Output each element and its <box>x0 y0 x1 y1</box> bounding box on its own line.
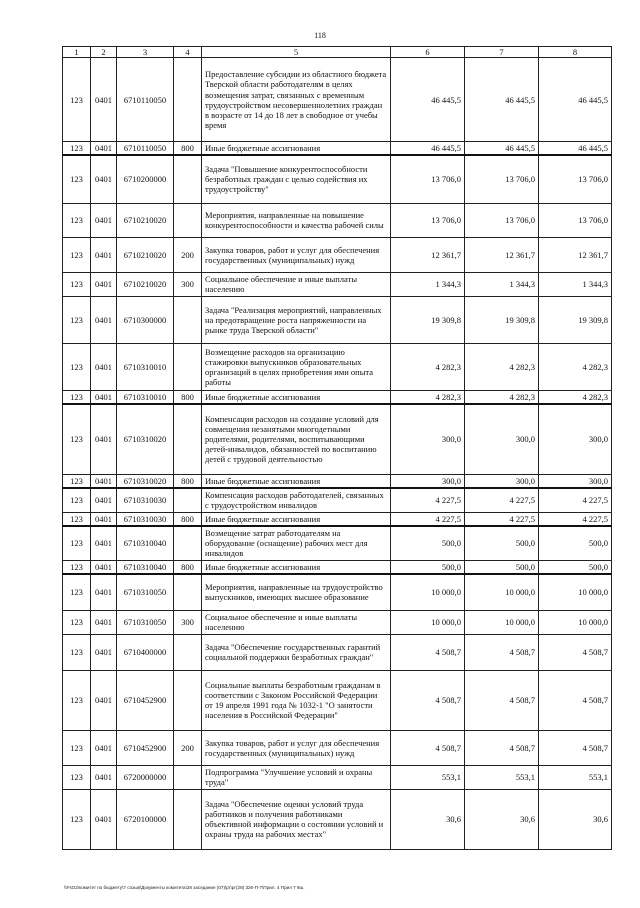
ministry-code-cell: 123 <box>63 142 91 156</box>
description-cell: Мероприятия, направленные на повышение конкурентоспособности и качества рабочей силы <box>202 203 391 237</box>
amount-year2-cell: 500,0 <box>465 526 539 561</box>
amount-year2-cell: 13 706,0 <box>465 155 539 203</box>
expense-type-cell <box>174 203 202 237</box>
section-code-cell: 0401 <box>91 142 117 156</box>
target-article-cell: 6710310010 <box>117 343 174 390</box>
ministry-code-cell: 123 <box>63 475 91 489</box>
expense-type-cell <box>174 574 202 610</box>
table-row <box>63 634 612 670</box>
amount-year1-cell: 553,1 <box>391 765 465 789</box>
section-code-cell: 0401 <box>91 237 117 272</box>
target-article-cell: 6720100000 <box>117 789 174 849</box>
ministry-code-cell: 123 <box>63 526 91 561</box>
table-row <box>63 404 612 475</box>
description-cell: Мероприятия, направленные на трудоустройство выпускников, имеющих высшее образование <box>202 574 391 610</box>
table-row <box>63 730 612 765</box>
target-article-cell: 6710310030 <box>117 512 174 526</box>
amount-year3-cell: 10 000,0 <box>539 610 612 634</box>
target-article-cell: 6710310040 <box>117 561 174 575</box>
description-cell: Возмещение затрат работодателям на оборудование (оснащение) рабочих мест для инвалидов <box>202 526 391 561</box>
amount-year1-cell: 30,6 <box>391 789 465 849</box>
description-cell: Подпрограмма "Улучшение условий и охраны труда" <box>202 765 391 789</box>
table-row <box>63 142 612 156</box>
section-code-cell: 0401 <box>91 512 117 526</box>
target-article-cell: 6710200000 <box>117 155 174 203</box>
description-cell: Задача "Обеспечение оценки условий труда работников и получения работниками объективной информации о состоянии условий и охраны труда на рабочих местах" <box>202 789 391 849</box>
target-article-cell: 6710210020 <box>117 203 174 237</box>
section-code-cell: 0401 <box>91 272 117 296</box>
section-code-cell: 0401 <box>91 634 117 670</box>
expense-type-cell <box>174 789 202 849</box>
amount-year1-cell: 500,0 <box>391 526 465 561</box>
amount-year2-cell: 4 508,7 <box>465 634 539 670</box>
amount-year1-cell: 4 508,7 <box>391 634 465 670</box>
ministry-code-cell: 123 <box>63 237 91 272</box>
section-code-cell: 0401 <box>91 730 117 765</box>
description-cell: Компенсация расходов на создание условий для совмещения незанятыми многодетными родителями, родителями, воспитывающими детей-инвалидов, обязанностей по воспитанию детей с трудовой деятельностью <box>202 404 391 475</box>
amount-year2-cell: 4 508,7 <box>465 670 539 730</box>
amount-year1-cell: 13 706,0 <box>391 203 465 237</box>
table-row <box>63 574 612 610</box>
ministry-code-cell: 123 <box>63 561 91 575</box>
table-row <box>63 343 612 390</box>
expense-type-cell: 800 <box>174 142 202 156</box>
ministry-code-cell: 123 <box>63 58 91 142</box>
table-row <box>63 237 612 272</box>
column-header: 2 <box>91 47 117 58</box>
amount-year3-cell: 4 282,3 <box>539 390 612 404</box>
amount-year1-cell: 4 227,5 <box>391 488 465 512</box>
table-row <box>63 475 612 489</box>
target-article-cell: 6710310010 <box>117 390 174 404</box>
expense-type-cell <box>174 634 202 670</box>
section-code-cell: 0401 <box>91 390 117 404</box>
description-cell: Иные бюджетные ассигнования <box>202 142 391 156</box>
target-article-cell: 6710210020 <box>117 237 174 272</box>
table-row <box>63 488 612 512</box>
expense-type-cell <box>174 58 202 142</box>
amount-year3-cell: 46 445,5 <box>539 142 612 156</box>
amount-year2-cell: 46 445,5 <box>465 58 539 142</box>
table-row <box>63 58 612 142</box>
amount-year1-cell: 4 282,3 <box>391 390 465 404</box>
expense-type-cell: 200 <box>174 237 202 272</box>
target-article-cell: 6710452900 <box>117 730 174 765</box>
expense-type-cell: 200 <box>174 730 202 765</box>
table-row <box>63 610 612 634</box>
amount-year2-cell: 30,6 <box>465 789 539 849</box>
amount-year1-cell: 46 445,5 <box>391 142 465 156</box>
description-cell: Социальные выплаты безработным гражданам в соответствии с Законом Российской Федерации от 19 апреля 1991 года № 1032-1 "О занятости населения в Российской Федерации" <box>202 670 391 730</box>
description-cell: Компенсация расходов работодателей, связанных с трудоустройством инвалидов <box>202 488 391 512</box>
amount-year3-cell: 500,0 <box>539 561 612 575</box>
section-code-cell: 0401 <box>91 296 117 343</box>
section-code-cell: 0401 <box>91 475 117 489</box>
amount-year2-cell: 1 344,3 <box>465 272 539 296</box>
amount-year1-cell: 500,0 <box>391 561 465 575</box>
section-code-cell: 0401 <box>91 343 117 390</box>
table-row <box>63 155 612 203</box>
section-code-cell: 0401 <box>91 526 117 561</box>
column-header: 5 <box>202 47 391 58</box>
amount-year1-cell: 300,0 <box>391 404 465 475</box>
section-code-cell: 0401 <box>91 765 117 789</box>
column-header: 6 <box>391 47 465 58</box>
expense-type-cell: 300 <box>174 610 202 634</box>
column-header: 7 <box>465 47 539 58</box>
target-article-cell: 6720000000 <box>117 765 174 789</box>
section-code-cell: 0401 <box>91 670 117 730</box>
table-row <box>63 765 612 789</box>
column-header: 4 <box>174 47 202 58</box>
amount-year3-cell: 13 706,0 <box>539 203 612 237</box>
expense-type-cell <box>174 670 202 730</box>
description-cell: Закупка товаров, работ и услуг для обеспечения государственных (муниципальных) нужд <box>202 237 391 272</box>
ministry-code-cell: 123 <box>63 203 91 237</box>
expense-type-cell: 800 <box>174 512 202 526</box>
ministry-code-cell: 123 <box>63 634 91 670</box>
section-code-cell: 0401 <box>91 488 117 512</box>
ministry-code-cell: 123 <box>63 390 91 404</box>
description-cell: Предоставление субсидии из областного бюджета Тверской области работодателям в целях возмещения затрат, связанных с временным трудоустройством несовершеннолетних граждан в возрасте от 14 до 18 лет в свободное от учебы время <box>202 58 391 142</box>
target-article-cell: 6710310020 <box>117 475 174 489</box>
column-header: 1 <box>63 47 91 58</box>
target-article-cell: 6710110050 <box>117 58 174 142</box>
description-cell: Задача "Повышение конкурентоспособности безработных граждан с целью содействия их трудоустройству" <box>202 155 391 203</box>
table-row <box>63 272 612 296</box>
amount-year2-cell: 553,1 <box>465 765 539 789</box>
section-code-cell: 0401 <box>91 203 117 237</box>
expense-type-cell: 800 <box>174 390 202 404</box>
amount-year1-cell: 10 000,0 <box>391 610 465 634</box>
ministry-code-cell: 123 <box>63 404 91 475</box>
amount-year2-cell: 4 227,5 <box>465 488 539 512</box>
budget-table <box>62 46 612 850</box>
expense-type-cell <box>174 343 202 390</box>
amount-year3-cell: 46 445,5 <box>539 58 612 142</box>
description-cell: Задача "Реализация мероприятий, направленных на предотвращение роста напряженности на рынке труда Тверской области" <box>202 296 391 343</box>
amount-year3-cell: 4 282,3 <box>539 343 612 390</box>
amount-year2-cell: 19 309,8 <box>465 296 539 343</box>
ministry-code-cell: 123 <box>63 155 91 203</box>
amount-year2-cell: 12 361,7 <box>465 237 539 272</box>
amount-year2-cell: 4 508,7 <box>465 730 539 765</box>
target-article-cell: 6710310050 <box>117 574 174 610</box>
amount-year3-cell: 300,0 <box>539 475 612 489</box>
amount-year2-cell: 4 282,3 <box>465 343 539 390</box>
amount-year3-cell: 12 361,7 <box>539 237 612 272</box>
expense-type-cell: 800 <box>174 561 202 575</box>
target-article-cell: 6710110050 <box>117 142 174 156</box>
table-row <box>63 512 612 526</box>
section-code-cell: 0401 <box>91 610 117 634</box>
file-path-footer: \\FsO2\комитет по бюджету\7 созыв\Документы комитета\28 заседание (07)\рг\рг(28) 326-П-7\Прил. 4 Прил 7 9ш. <box>64 885 305 890</box>
table-row <box>63 670 612 730</box>
section-code-cell: 0401 <box>91 404 117 475</box>
amount-year3-cell: 30,6 <box>539 789 612 849</box>
description-cell: Возмещение расходов на организацию стажировки выпускников образовательных организаций в целях приобретения ими опыта работы <box>202 343 391 390</box>
expense-type-cell: 800 <box>174 475 202 489</box>
target-article-cell: 6710300000 <box>117 296 174 343</box>
target-article-cell: 6710310020 <box>117 404 174 475</box>
target-article-cell: 6710210020 <box>117 272 174 296</box>
ministry-code-cell: 123 <box>63 512 91 526</box>
target-article-cell: 6710400000 <box>117 634 174 670</box>
table-row <box>63 561 612 575</box>
expense-type-cell <box>174 404 202 475</box>
table-row <box>63 526 612 561</box>
table-row <box>63 789 612 849</box>
amount-year3-cell: 4 227,5 <box>539 488 612 512</box>
target-article-cell: 6710310050 <box>117 610 174 634</box>
amount-year1-cell: 46 445,5 <box>391 58 465 142</box>
expense-type-cell <box>174 526 202 561</box>
amount-year1-cell: 4 282,3 <box>391 343 465 390</box>
expense-type-cell <box>174 296 202 343</box>
amount-year1-cell: 4 227,5 <box>391 512 465 526</box>
amount-year1-cell: 300,0 <box>391 475 465 489</box>
amount-year1-cell: 1 344,3 <box>391 272 465 296</box>
target-article-cell: 6710310040 <box>117 526 174 561</box>
amount-year2-cell: 4 282,3 <box>465 390 539 404</box>
amount-year3-cell: 300,0 <box>539 404 612 475</box>
description-cell: Иные бюджетные ассигнования <box>202 561 391 575</box>
amount-year2-cell: 500,0 <box>465 561 539 575</box>
ministry-code-cell: 123 <box>63 765 91 789</box>
description-cell: Задача "Обеспечение государственных гарантий социальной поддержки безработных граждан" <box>202 634 391 670</box>
ministry-code-cell: 123 <box>63 488 91 512</box>
ministry-code-cell: 123 <box>63 610 91 634</box>
expense-type-cell <box>174 488 202 512</box>
amount-year3-cell: 4 508,7 <box>539 730 612 765</box>
description-cell: Закупка товаров, работ и услуг для обеспечения государственных (муниципальных) нужд <box>202 730 391 765</box>
description-cell: Иные бюджетные ассигнования <box>202 512 391 526</box>
ministry-code-cell: 123 <box>63 296 91 343</box>
amount-year3-cell: 1 344,3 <box>539 272 612 296</box>
ministry-code-cell: 123 <box>63 272 91 296</box>
amount-year3-cell: 13 706,0 <box>539 155 612 203</box>
description-cell: Иные бюджетные ассигнования <box>202 390 391 404</box>
amount-year2-cell: 4 227,5 <box>465 512 539 526</box>
expense-type-cell <box>174 765 202 789</box>
section-code-cell: 0401 <box>91 58 117 142</box>
amount-year3-cell: 500,0 <box>539 526 612 561</box>
amount-year1-cell: 19 309,8 <box>391 296 465 343</box>
expense-type-cell: 300 <box>174 272 202 296</box>
amount-year2-cell: 300,0 <box>465 404 539 475</box>
amount-year3-cell: 4 508,7 <box>539 634 612 670</box>
page-number: 118 <box>314 31 326 40</box>
description-cell: Социальное обеспечение и иные выплаты населению <box>202 272 391 296</box>
section-code-cell: 0401 <box>91 574 117 610</box>
amount-year3-cell: 19 309,8 <box>539 296 612 343</box>
header-row <box>63 47 612 58</box>
amount-year2-cell: 13 706,0 <box>465 203 539 237</box>
amount-year3-cell: 4 508,7 <box>539 670 612 730</box>
amount-year2-cell: 46 445,5 <box>465 142 539 156</box>
amount-year3-cell: 10 000,0 <box>539 574 612 610</box>
amount-year2-cell: 10 000,0 <box>465 610 539 634</box>
amount-year3-cell: 553,1 <box>539 765 612 789</box>
ministry-code-cell: 123 <box>63 670 91 730</box>
ministry-code-cell: 123 <box>63 343 91 390</box>
section-code-cell: 0401 <box>91 789 117 849</box>
amount-year1-cell: 10 000,0 <box>391 574 465 610</box>
amount-year2-cell: 10 000,0 <box>465 574 539 610</box>
table-row <box>63 390 612 404</box>
amount-year1-cell: 12 361,7 <box>391 237 465 272</box>
target-article-cell: 6710310030 <box>117 488 174 512</box>
section-code-cell: 0401 <box>91 155 117 203</box>
ministry-code-cell: 123 <box>63 789 91 849</box>
amount-year2-cell: 300,0 <box>465 475 539 489</box>
ministry-code-cell: 123 <box>63 730 91 765</box>
table-row <box>63 203 612 237</box>
amount-year1-cell: 13 706,0 <box>391 155 465 203</box>
amount-year1-cell: 4 508,7 <box>391 730 465 765</box>
target-article-cell: 6710452900 <box>117 670 174 730</box>
amount-year1-cell: 4 508,7 <box>391 670 465 730</box>
expense-type-cell <box>174 155 202 203</box>
column-header: 3 <box>117 47 174 58</box>
ministry-code-cell: 123 <box>63 574 91 610</box>
description-cell: Социальное обеспечение и иные выплаты населению <box>202 610 391 634</box>
description-cell: Иные бюджетные ассигнования <box>202 475 391 489</box>
table-row <box>63 296 612 343</box>
section-code-cell: 0401 <box>91 561 117 575</box>
column-header: 8 <box>539 47 612 58</box>
amount-year3-cell: 4 227,5 <box>539 512 612 526</box>
